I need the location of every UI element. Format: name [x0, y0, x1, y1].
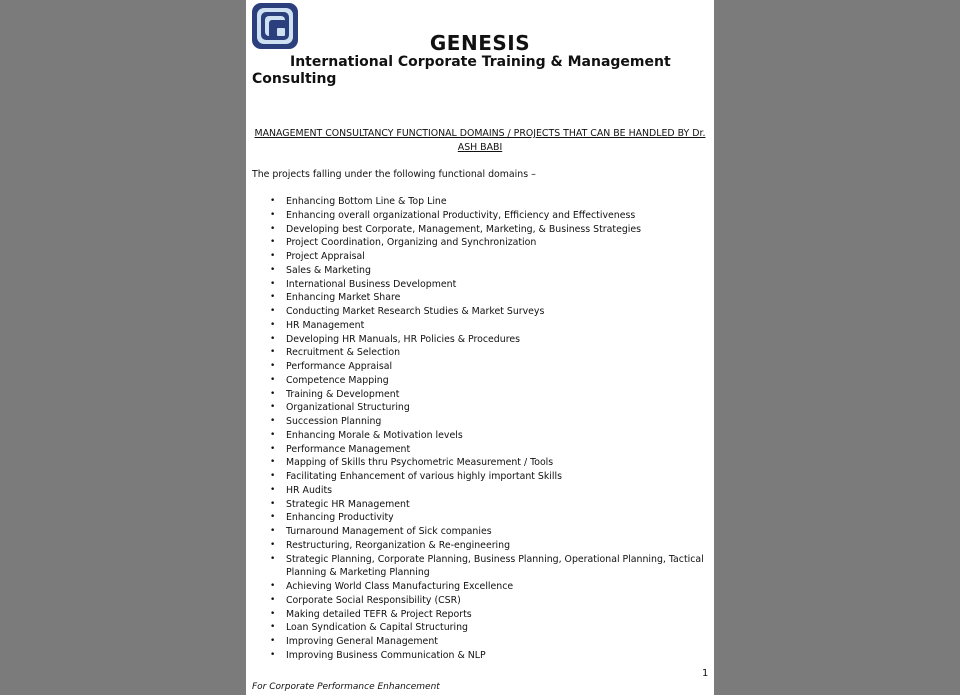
list-item: • Enhancing overall organizational Productivity, Efficiency and Effectiveness	[286, 209, 714, 223]
list-item: • Corporate Social Responsibility (CSR)	[286, 594, 714, 608]
document-heading: MANAGEMENT CONSULTANCY FUNCTIONAL DOMAINS / PROJECTS THAT CAN BE HANDLED BY Dr. ASH BABI	[254, 128, 706, 153]
list-item: • Project Appraisal	[286, 250, 714, 264]
list-item: • Sales & Marketing	[286, 264, 714, 278]
list-item: • Making detailed TEFR & Project Reports	[286, 608, 714, 622]
list-item: • Strategic HR Management	[286, 498, 714, 512]
list-item: • Achieving World Class Manufacturing Excellence	[286, 580, 714, 594]
list-item: • Project Coordination, Organizing and Synchronization	[286, 236, 714, 250]
list-item: • HR Management	[286, 319, 714, 333]
page-title: GENESIS	[429, 31, 531, 55]
list-item: • Improving General Management	[286, 635, 714, 649]
document-page	[246, 0, 714, 695]
list-item: • Performance Management	[286, 443, 714, 457]
list-item: • Training & Development	[286, 388, 714, 402]
domain-list	[286, 195, 714, 663]
list-item: • Improving Business Communication & NLP	[286, 649, 714, 663]
list-item: • Competence Mapping	[286, 374, 714, 388]
list-item: • Developing HR Manuals, HR Policies & Procedures	[286, 333, 714, 347]
page-subtitle: International Corporate Training & Management Consulting	[252, 54, 671, 87]
page-number: 1	[702, 668, 709, 679]
list-item: • HR Audits	[286, 484, 714, 498]
list-item: • Loan Syndication & Capital Structuring	[286, 621, 714, 635]
list-item: • Mapping of Skills thru Psychometric Measurement / Tools	[286, 456, 714, 470]
list-item: • Turnaround Management of Sick companies	[286, 525, 714, 539]
list-item: • Enhancing Market Share	[286, 291, 714, 305]
list-item: • Strategic Planning, Corporate Planning, Business Planning, Operational Planning, Tactical Planning & Marketing Planning	[286, 553, 714, 581]
list-item: • Performance Appraisal	[286, 360, 714, 374]
footer-text: For Corporate Performance Enhancement	[252, 682, 440, 692]
list-item: • Conducting Market Research Studies & Market Surveys	[286, 305, 714, 319]
list-item: • Enhancing Bottom Line & Top Line	[286, 195, 714, 209]
list-item: • Enhancing Morale & Motivation levels	[286, 429, 714, 443]
list-item: • Developing best Corporate, Management, Marketing, & Business Strategies	[286, 223, 714, 237]
list-item: • Restructuring, Reorganization & Re-engineering	[286, 539, 714, 553]
list-item: • Recruitment & Selection	[286, 346, 714, 360]
list-item: • Organizational Structuring	[286, 401, 714, 415]
list-item: • Enhancing Productivity	[286, 511, 714, 525]
list-item: • Facilitating Enhancement of various highly important Skills	[286, 470, 714, 484]
intro-text: The projects falling under the following functional domains –	[252, 169, 536, 180]
list-item: • Succession Planning	[286, 415, 714, 429]
list-item: • International Business Development	[286, 278, 714, 292]
